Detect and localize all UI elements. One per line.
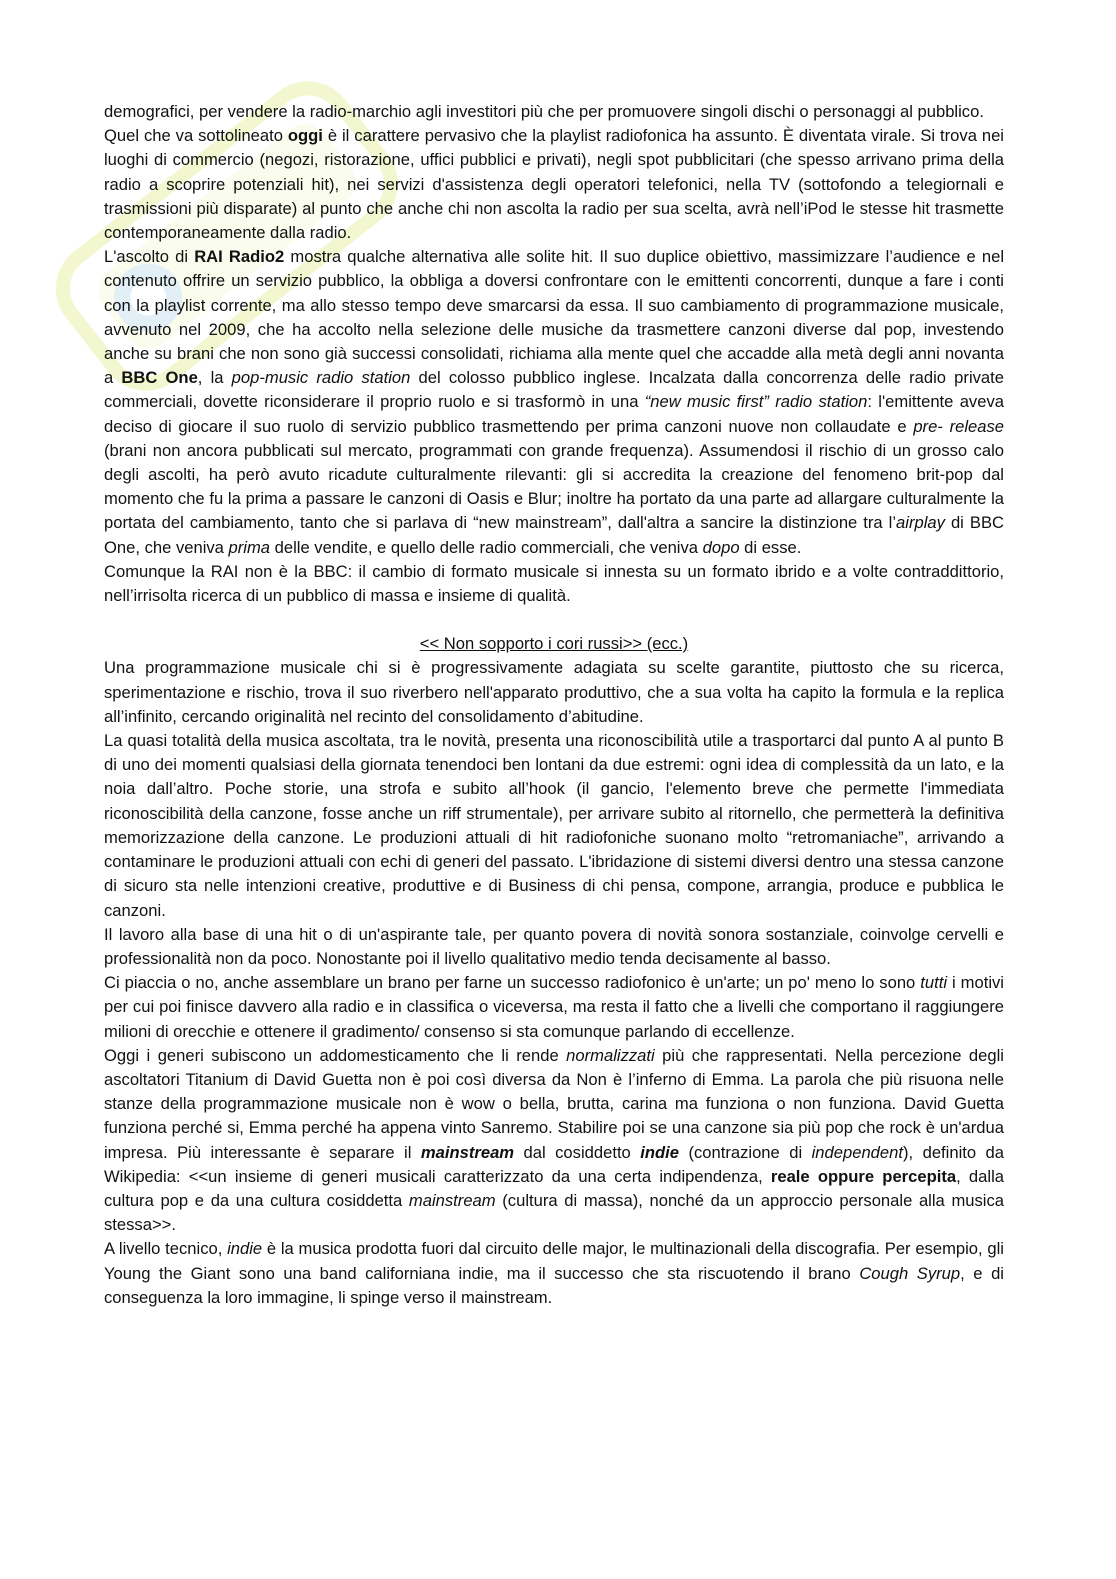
text-run: tutti [920, 973, 948, 993]
text-run: airplay [896, 513, 945, 533]
text-run: indie [227, 1239, 263, 1259]
text-run: prima [228, 537, 271, 557]
text-run: i motivi per cui poi finisce davvero alla radio e in classifica o viceversa, ma resta il fatto che a livelli che comportano il raggiungere milioni di orecchie e ottenere il gradimento/ consenso si sta comunque parlando di eccellenze. [104, 973, 1004, 1041]
text-run: Il lavoro alla base di una hit o di un'aspirante tale, per quanto povera di novità sonora sostanziale, coinvolge cervelli e professionalità non da poco. Nonostante poi il livello qualitativo medio tenda decisamente al basso. [104, 924, 1004, 968]
text-run: Una programmazione musicale chi si è progressivamente adagiata su scelte garantite, piuttosto che su ricerca, sperimentazione e rischio, trova il suo riverbero nell'apparato produttivo, che a sua volta ha capito la formula e la replica all’infinito, cercando originalità nel recinto del consolidamento d’abitudine. [104, 658, 1004, 726]
text-run: di esse. [739, 537, 802, 557]
text-run: del colosso pubblico inglese. Incalzata dalla concorrenza delle radio private commerciali, dovette riconsiderare il proprio ruolo e si trasformò in una [104, 368, 1004, 412]
text-run: è il carattere pervasivo che la playlist radiofonica ha assunto. È diventata virale. Si trova nei luoghi di commercio (negozi, ristorazione, uffici pubblici e privati), negli spot pubblicitari (che spesso arrivano prima della radio a scoprire potenziali hit), nei servizi d'assistenza degli operatori telefonici, nella TV (sottofondo a telegiornali e trasmissioni più disparate) al punto che anche chi non ascolta la radio per sua scelta, avrà nell’iPod le stesse hit trasmette contemporaneamente dalla radio. [104, 126, 1004, 243]
paragraph [104, 100, 1004, 124]
text-run: (cultura di massa), nonché da un approccio personale alla musica stessa>>. [104, 1190, 1005, 1235]
paragraph [104, 656, 1004, 729]
text-run: (contrazione di [678, 1142, 812, 1162]
text-run: ), definito da Wikipedia: <<un insieme di generi musicali caratterizzato da una certa indipendenza, [104, 1142, 1005, 1186]
section-heading [104, 632, 1004, 656]
text-run: (brani non ancora pubblicati sul mercato, programmati con grande frequenza). Assumendosi il rischio di un grosso calo degli ascolti, ha però avuto ricadute culturalmente rilevanti: gli si accredita la creazione del fenomeno brit-pop dal momento che fu la prima a passare le canzoni di Oasis e Blur; inoltre ha portato da una parte ad allargare culturalmente la portata del cambiamento, tanto che si parlava di “new mainstream”, dall'altra a sancire la distinzione tra l’ [104, 440, 1004, 533]
text-run: mostra qualche alternativa alle solite hit. Il suo duplice obiettivo, massimizzare l’audience e nel contenuto offrire un servizio pubblico, la obbliga a doversi confrontare con le emittenti concorrenti, dunque a fare i conti con la playlist corrente, ma allo stesso tempo deve smarcarsi da essa. Il suo cambiamento di programmazione musicale, avvenuto nel 2009, che ha accolto nella selezione delle musiche da trasmettere canzoni diverse dal pop, investendo anche su brani che non sono già successi consolidati, richiama alla mente quel che accadde alla metà degli anni novanta a [104, 247, 1005, 388]
paragraph [104, 1044, 1004, 1238]
text-run: << Non sopporto i cori russi>> (ecc.) [419, 634, 689, 654]
text-run: Quel che va sottolineato [104, 126, 288, 146]
text-run: La quasi totalità della musica ascoltata, tra le novità, presenta una riconoscibilità utile a trasportarci dal punto A al punto B di uno dei momenti qualsiasi della giornata tenendoci ben lontani da due estremi: ogni idea di complessità da un lato, e la noia dall’altro. Poche storie, una strofa e subito all’hook (il gancio, l'elemento breve che permette l'immediata riconoscibilità della canzone, fosse anche un riff strumentale), per arrivare subito al ritornello, che permetterà la definitiva memorizzazione della canzone. Le produzioni attuali di hit radiofoniche suonano molto “retromaniache”, arrivando a contaminare le produzioni attuali con echi di generi del passato. L'ibridazione di sistemi diversi dentro una stessa canzone di sicuro sta nelle intenzioni creative, produttive e di Business di chi pensa, compone, arrangia, produce e pubblica le canzoni. [104, 731, 1004, 920]
text-run: “new music first” radio station [644, 392, 868, 412]
text-run: normalizzati [566, 1045, 655, 1065]
paragraph [104, 729, 1004, 923]
text-run: demografici, per vendere la radio-marchio agli investitori più che per promuovere singoli dischi o personaggi al pubblico. [104, 102, 984, 121]
text-run: Ci piaccia o no, anche assemblare un brano per farne un successo radiofonico è un'arte; un po' meno lo sono [104, 973, 921, 993]
text-run: , la [197, 368, 232, 388]
text-run: è la musica prodotta fuori dal circuito delle major, le multinazionali della discografia. Per esempio, gli Young the Giant sono una band californiana indie, ma il successo che sta riscuotendo il brano [104, 1239, 1004, 1283]
text-run: reale oppure percepita [770, 1166, 957, 1186]
paragraph [104, 923, 1004, 971]
text-run: Comunque la RAI non è la BBC: il cambio di formato musicale si innesta su un formato ibrido e a volte contraddittorio, nell’irrisolta ricerca di un pubblico di massa e insieme di qualità. [104, 561, 1004, 606]
text-run: Cough Syrup [859, 1263, 961, 1283]
paragraph [104, 560, 1004, 608]
text-run: dal cosiddetto [514, 1142, 641, 1162]
text-run: , dalla cultura pop e da una cultura cosiddetta [104, 1166, 1004, 1210]
text-run: indie [640, 1142, 679, 1162]
paragraph [104, 971, 1004, 1044]
text-run: delle vendite, e quello delle radio commerciali, che veniva [270, 537, 703, 557]
text-run: di BBC One, che veniva [104, 513, 1004, 557]
text-run: pre- release [913, 416, 1004, 436]
text-run: pop-music radio station [231, 368, 411, 388]
text-run: BBC One [121, 368, 198, 388]
text-run: mainstream [408, 1190, 496, 1210]
text-run: mainstream [420, 1142, 515, 1162]
text-run: Oggi i generi subiscono un addomesticamento che li rende [104, 1045, 567, 1065]
text-run: oggi [287, 126, 323, 146]
text-run: RAI Radio2 [194, 247, 285, 267]
paragraph [104, 1237, 1004, 1310]
document-body [104, 100, 1004, 1310]
text-run: dopo [702, 537, 740, 557]
text-run: L'ascolto di [104, 247, 195, 267]
text-run: più che rappresentati. Nella percezione degli ascoltatori Titanium di David Guetta non è poi così diversa da Non è l’inferno di Emma. La parola che più risuona nelle stanze della programmazione musicale non è wow o bella, brutta, carina ma funziona o non funziona. David Guetta funziona perché si, Emma perché ha appena vinto Sanremo. Stabilire poi se una canzone sia più pop che rock è un'ardua impresa. Più interessante è separare il [104, 1045, 1004, 1162]
paragraph [104, 245, 1004, 560]
text-run: : l'emittente aveva deciso di giocare il suo ruolo di servizio pubblico trasmettendo per prima canzoni nuove non collaudate e [104, 392, 1004, 436]
text-run: independent [811, 1142, 903, 1162]
paragraph [104, 124, 1004, 245]
text-run: A livello tecnico, [104, 1239, 228, 1259]
text-run: , e di conseguenza la loro immagine, li spinge verso il mainstream. [104, 1263, 1004, 1307]
